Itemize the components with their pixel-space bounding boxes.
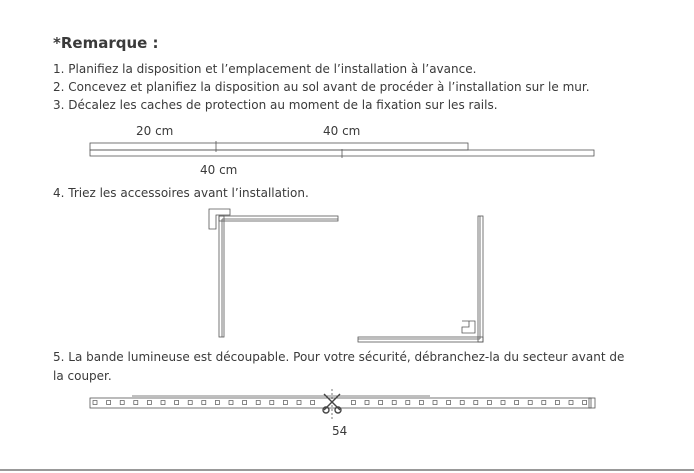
note-1: 1. Planifiez la disposition et l’emplacement de l’installation à l’avance. bbox=[53, 62, 477, 76]
horizontal-rail-left bbox=[219, 216, 338, 221]
note-5-line-1: 5. La bande lumineuse est découpable. Pour votre sécurité, débranchez-la du secteur avant de bbox=[53, 350, 625, 364]
led-chip bbox=[107, 401, 111, 405]
led-chip bbox=[93, 401, 97, 405]
note-5-line-2: la couper. bbox=[53, 369, 112, 383]
led-chip bbox=[569, 401, 573, 405]
corner-piece-icon bbox=[462, 321, 475, 333]
led-chip bbox=[175, 401, 179, 405]
vertical-rail-right bbox=[478, 216, 483, 342]
led-chip bbox=[583, 401, 587, 405]
rail-label-40cm-top: 40 cm bbox=[323, 124, 361, 138]
led-chip bbox=[202, 401, 206, 405]
note-2: 2. Concevez et planifiez la disposition au sol avant de procéder à l’installation sur le mur. bbox=[53, 80, 590, 94]
led-chip bbox=[501, 401, 505, 405]
rail-label-20cm: 20 cm bbox=[136, 124, 174, 138]
led-chip bbox=[487, 401, 491, 405]
led-chip bbox=[433, 401, 437, 405]
led-chip bbox=[256, 401, 260, 405]
led-chip bbox=[297, 401, 301, 405]
horizontal-rail-right bbox=[358, 337, 483, 342]
led-chip bbox=[243, 401, 247, 405]
led-chip bbox=[351, 401, 355, 405]
led-chip bbox=[447, 401, 451, 405]
note-4: 4. Triez les accessoires avant l’installation. bbox=[53, 186, 309, 200]
led-chip bbox=[474, 401, 478, 405]
led-strip bbox=[90, 389, 595, 420]
led-chips bbox=[93, 401, 587, 405]
led-chip bbox=[120, 401, 124, 405]
led-chip bbox=[270, 401, 274, 405]
led-chip bbox=[311, 401, 315, 405]
led-chip bbox=[392, 401, 396, 405]
led-chip bbox=[542, 401, 546, 405]
page-title: *Remarque : bbox=[53, 34, 159, 52]
rail-label-40cm-bottom: 40 cm bbox=[200, 163, 238, 177]
vertical-rail-left bbox=[219, 216, 224, 337]
strip-connector bbox=[589, 398, 595, 408]
corner-assembly-left bbox=[209, 209, 338, 337]
led-chip bbox=[379, 401, 383, 405]
led-chip bbox=[419, 401, 423, 405]
led-chip bbox=[283, 401, 287, 405]
led-chip bbox=[161, 401, 165, 405]
corner-assembly-right bbox=[358, 216, 483, 342]
offset-rails-diagram bbox=[90, 141, 594, 158]
led-chip bbox=[460, 401, 464, 405]
led-chip bbox=[215, 401, 219, 405]
led-chip bbox=[515, 401, 519, 405]
led-chip bbox=[188, 401, 192, 405]
led-chip bbox=[134, 401, 138, 405]
page-number: 54 bbox=[332, 424, 348, 438]
led-chip bbox=[528, 401, 532, 405]
note-3: 3. Décalez les caches de protection au moment de la fixation sur les rails. bbox=[53, 98, 498, 112]
upper-rail bbox=[90, 143, 468, 150]
led-chip bbox=[555, 401, 559, 405]
led-chip bbox=[147, 401, 151, 405]
led-chip bbox=[406, 401, 410, 405]
led-chip bbox=[365, 401, 369, 405]
led-chip bbox=[229, 401, 233, 405]
